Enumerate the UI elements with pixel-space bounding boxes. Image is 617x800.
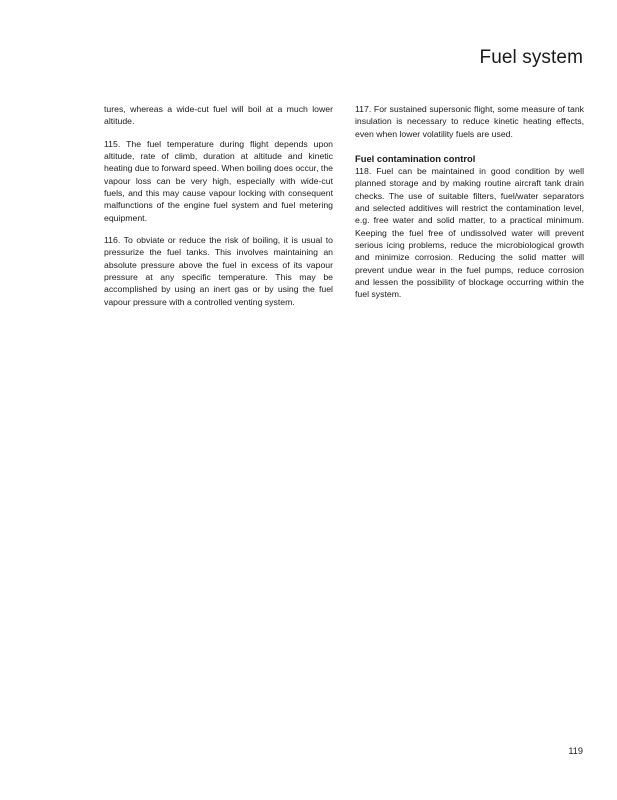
page-number: 119 — [568, 746, 583, 756]
page-title: Fuel system — [479, 47, 583, 68]
section-heading-fuel-contamination: Fuel contamination control — [355, 153, 476, 165]
left-column — [104, 103, 333, 318]
right-column — [355, 103, 584, 311]
paragraph-116: 116. To obviate or reduce the risk of boiling, it is usual to pressurize the fuel tanks. This involves maintaining an absolute pressure above the fuel in excess of its vapour pressure at any specific temperature. This may be accomplished by using an inert gas or by using the fuel vapour pressure with a controlled venting system. — [104, 235, 333, 307]
paragraph-117: 117. For sustained supersonic flight, some measure of tank insulation is necessary to reduce kinetic heating effects, even when lower volatility fuels are used. — [355, 104, 584, 139]
paragraph-118: 118. Fuel can be maintained in good condition by well planned storage and by making routine aircraft tank drain checks. The use of suitable filters, fuel/water separators and selected additives will restrict the contamination level, e.g. free water and solid matter, to a practical minimum. Keeping the fuel free of undissolved water will prevent serious icing problems, reduce the microbiological growth and minimize corrosion. Reducing the solid matter will prevent undue wear in the fuel pumps, reduce corrosion and lessen the possibility of blockage occurring within the fuel system. — [355, 166, 584, 300]
paragraph-continuation: tures, whereas a wide-cut fuel will boil at a much lower altitude. — [104, 104, 333, 127]
paragraph-115: 115. The fuel temperature during flight depends upon altitude, rate of climb, duration at altitude and kinetic heating due to forward speed. When boiling does occur, the vapour loss can be very high, especially with wide-cut fuels, and this may cause vapour locking with consequent malfunctions of the engine fuel system and fuel metering equipment. — [104, 138, 333, 223]
